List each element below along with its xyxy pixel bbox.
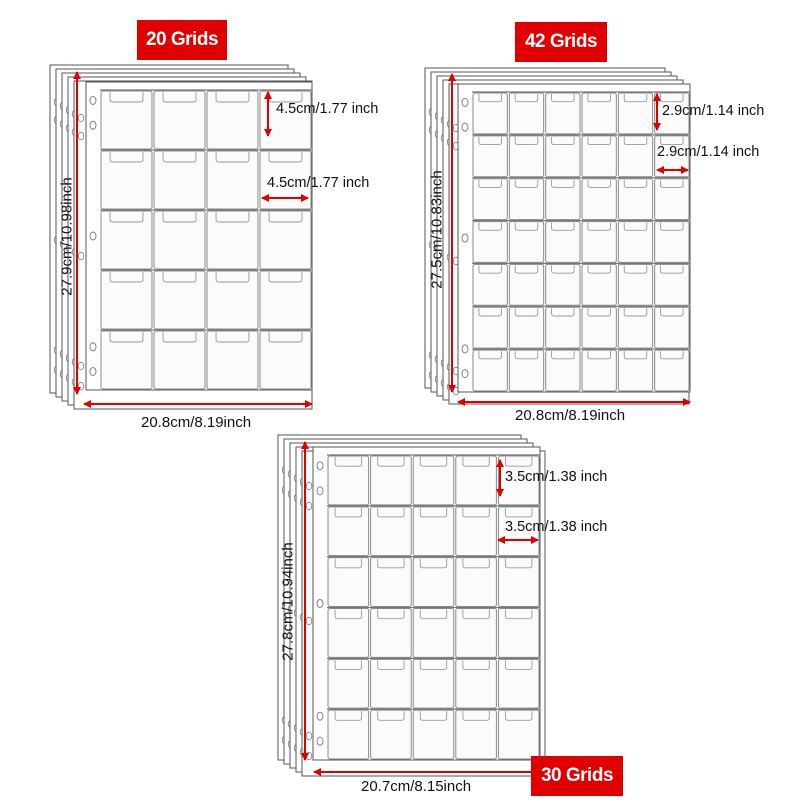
pocket-cell: [154, 91, 205, 149]
binder-hole: [90, 96, 96, 104]
pocket-cell: [328, 609, 369, 658]
pocket-cell: [413, 456, 454, 505]
pocket-cell: [509, 350, 543, 391]
pocket-cell: [473, 350, 507, 391]
pocket-cell: [498, 710, 539, 759]
pocket-cell: [207, 211, 258, 269]
pocket-cell: [509, 136, 543, 177]
pocket-cell: [154, 331, 205, 389]
pocket-cell: [509, 222, 543, 263]
pocket-cell: [498, 609, 539, 658]
pocket-cell: [546, 179, 580, 220]
sheet-height-label-30: 27.8cm/10.94inch: [279, 542, 297, 661]
pocket-cell: [260, 271, 311, 329]
pocket-cell: [101, 91, 152, 149]
binder-hole: [462, 98, 468, 106]
pocket-cell: [618, 136, 652, 177]
sheet-stack-twenty: [50, 65, 312, 409]
pocket-cell: [618, 350, 652, 391]
sheet-width-label-42: 20.8cm/8.19inch: [515, 407, 626, 424]
pocket-cell: [260, 211, 311, 269]
pocket-cell: [413, 710, 454, 759]
pocket-cell: [207, 271, 258, 329]
title-badge-42-grids: 42 Grids: [515, 22, 607, 62]
pocket-cell: [413, 507, 454, 556]
pocket-height-label-20: 4.5cm/1.77 inch: [276, 101, 379, 117]
pocket-cell: [456, 710, 497, 759]
pocket-cell: [328, 507, 369, 556]
binder-hole: [462, 370, 468, 378]
pocket-cell: [154, 211, 205, 269]
pocket-cell: [207, 331, 258, 389]
sheet-width-label-20: 20.8cm/8.19inch: [141, 414, 252, 431]
pocket-cell: [498, 558, 539, 607]
pocket-cell: [498, 659, 539, 708]
pocket-cell: [413, 609, 454, 658]
pocket-height-label-30: 3.5cm/1.38 inch: [505, 469, 608, 485]
pocket-cell: [509, 179, 543, 220]
sheet-stack-thirty: [278, 435, 545, 776]
pocket-cell: [546, 136, 580, 177]
pocket-cell: [655, 222, 689, 263]
binder-hole: [306, 617, 312, 625]
pocket-cell: [371, 456, 412, 505]
pocket-cell: [546, 307, 580, 348]
pocket-cell: [509, 93, 543, 134]
pocket-cell: [582, 93, 616, 134]
binder-hole: [90, 232, 96, 240]
title-badge-20-grids: 20 Grids: [137, 20, 227, 60]
pocket-cell: [509, 264, 543, 305]
pocket-cell: [456, 659, 497, 708]
pocket-cell: [371, 558, 412, 607]
sheet-height-label-42: 27.5cm/10.83inch: [428, 170, 446, 289]
pocket-cell: [456, 507, 497, 556]
binder-hole: [306, 732, 312, 740]
pocket-cell: [101, 151, 152, 209]
pocket-cell: [618, 179, 652, 220]
binder-hole: [78, 252, 84, 260]
sheet-width-label-30: 20.7cm/8.15inch: [361, 778, 472, 795]
pocket-cell: [371, 659, 412, 708]
pocket-cell: [413, 659, 454, 708]
binder-hole: [90, 368, 96, 376]
binder-hole: [90, 343, 96, 351]
pocket-cell: [546, 264, 580, 305]
pocket-cell: [328, 659, 369, 708]
binder-hole: [78, 114, 84, 122]
pocket-cell: [582, 136, 616, 177]
pocket-cell: [328, 558, 369, 607]
pocket-cell: [371, 507, 412, 556]
pocket-cell: [618, 307, 652, 348]
binder-hole: [317, 737, 323, 745]
pocket-cell: [546, 93, 580, 134]
pocket-cell: [582, 307, 616, 348]
pocket-cell: [371, 609, 412, 658]
pocket-cell: [582, 350, 616, 391]
pocket-cell: [154, 271, 205, 329]
sheet-stack-fortytwo: [425, 68, 690, 404]
pocket-width-label-20: 4.5cm/1.77 inch: [267, 175, 370, 191]
pocket-cell: [473, 93, 507, 134]
binder-hole: [462, 123, 468, 131]
pocket-cell: [618, 264, 652, 305]
pocket-cell: [473, 307, 507, 348]
pocket-cell: [371, 710, 412, 759]
pocket-cell: [509, 307, 543, 348]
binder-hole: [306, 502, 312, 510]
pocket-cell: [101, 331, 152, 389]
binder-hole: [317, 462, 323, 470]
pocket-cell: [582, 179, 616, 220]
pocket-cell: [207, 151, 258, 209]
pocket-cell: [260, 331, 311, 389]
pocket-height-label-42: 2.9cm/1.14 inch: [662, 103, 765, 119]
pocket-cell: [473, 136, 507, 177]
pocket-cell: [456, 558, 497, 607]
binder-hole: [317, 487, 323, 495]
pocket-cell: [655, 264, 689, 305]
binder-hole: [78, 132, 84, 140]
binder-hole: [78, 382, 84, 390]
pocket-cell: [328, 710, 369, 759]
binder-hole: [306, 752, 312, 760]
pocket-cell: [456, 456, 497, 505]
pocket-cell: [456, 609, 497, 658]
pocket-cell: [101, 211, 152, 269]
pocket-cell: [473, 222, 507, 263]
binder-hole: [462, 345, 468, 353]
sheet-height-label-20: 27.9cm/10.98inch: [58, 177, 76, 296]
pocket-cell: [582, 222, 616, 263]
binder-hole: [462, 234, 468, 242]
pocket-width-label-30: 3.5cm/1.38 inch: [505, 519, 608, 535]
pocket-width-label-42: 2.9cm/1.14 inch: [657, 144, 760, 160]
binder-hole: [317, 600, 323, 608]
pocket-cell: [582, 264, 616, 305]
binder-hole: [78, 362, 84, 370]
pocket-cell: [473, 264, 507, 305]
pocket-cell: [546, 222, 580, 263]
pocket-cell: [618, 93, 652, 134]
binder-hole: [317, 712, 323, 720]
pocket-cell: [473, 179, 507, 220]
pocket-cell: [154, 151, 205, 209]
pocket-cell: [101, 271, 152, 329]
binder-hole: [90, 121, 96, 129]
pocket-cell: [413, 558, 454, 607]
pocket-cell: [328, 456, 369, 505]
pocket-cell: [618, 222, 652, 263]
pocket-cell: [655, 350, 689, 391]
binder-hole: [306, 482, 312, 490]
pocket-cell: [655, 307, 689, 348]
pocket-cell: [546, 350, 580, 391]
title-badge-30-grids: 30 Grids: [531, 756, 623, 796]
pocket-cell: [207, 91, 258, 149]
pocket-cell: [655, 179, 689, 220]
